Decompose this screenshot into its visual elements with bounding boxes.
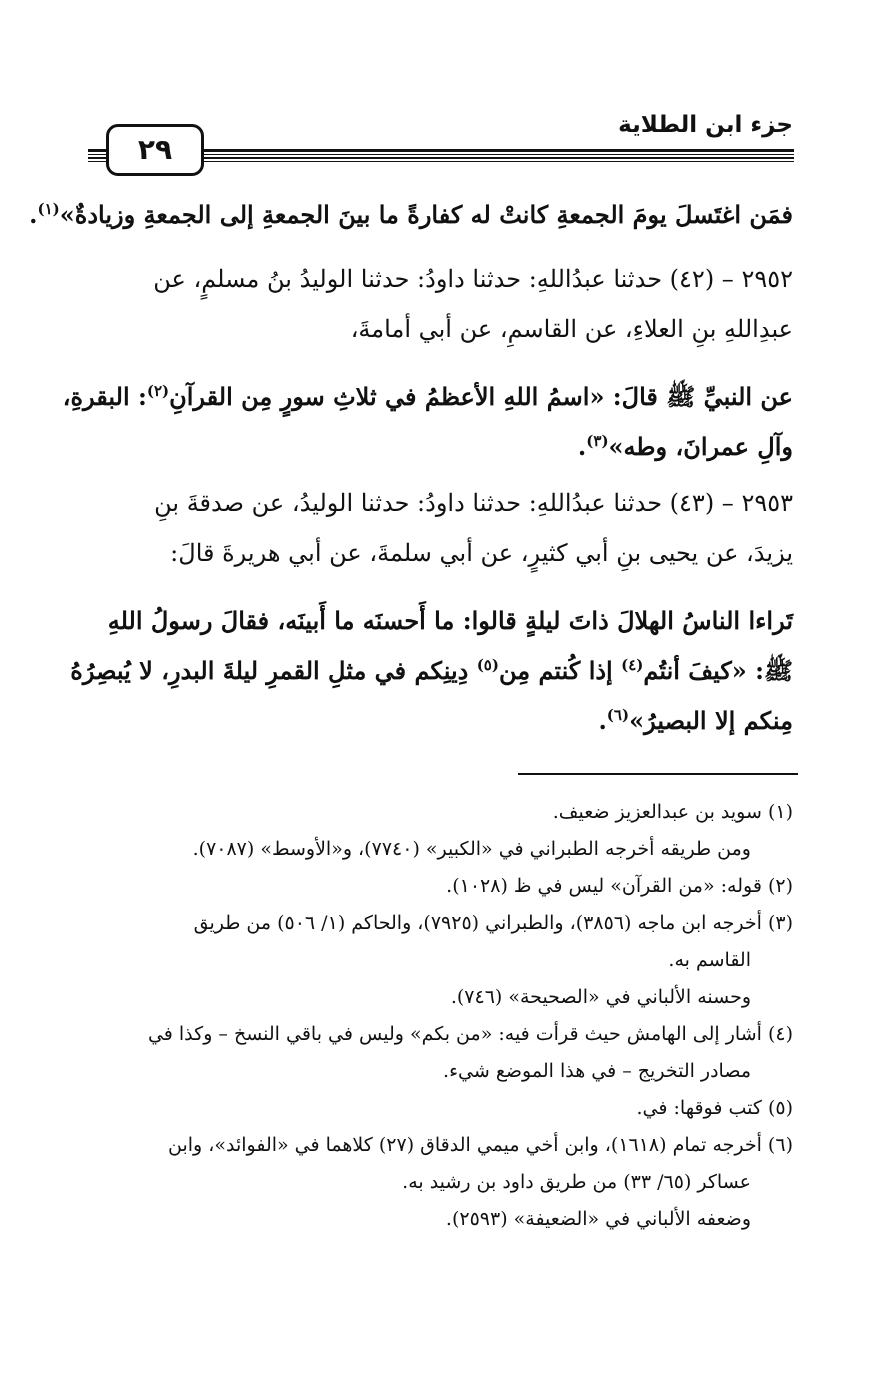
text-line: ٢٩٥٣ – (٤٣) حدثنا عبدُاللهِ: حدثنا داودُ: حدثنا الوليدُ، عن صدقةَ بنِ <box>154 489 793 517</box>
text-line: يزيدَ، عن يحيى بنِ أبي كثيرٍ، عن أبي سلمةَ، عن أبي هريرةَ قالَ: <box>170 539 793 567</box>
footnote-line: (٥) كتب فوقها: في. <box>636 1097 793 1119</box>
hadith-2952-matn <box>62 372 793 472</box>
text-line: مِنكم إلا البصيرُ»$^{(٦)}$. <box>598 706 793 735</box>
text-line: عبدِاللهِ بنِ العلاءِ، عن القاسمِ، عن أبي أمامةَ، <box>350 315 793 343</box>
text-line: عن النبيِّ ﷺ قالَ: «اسمُ اللهِ الأعظمُ في ثلاثِ سورٍ مِن القرآنِ$^{(٢)}$: البقرةِ، <box>62 382 793 411</box>
footnote-separator <box>518 773 798 775</box>
footnote-line: وحسنه الألباني في «الصحيحة» (٧٤٦). <box>450 986 751 1008</box>
footnote-line: (٦) أخرجه تمام (١٦١٨)، وابن أخي ميمي الدقاق (٢٧) كلاهما في «الفوائد»، وابن <box>167 1134 793 1156</box>
text-line: تَراءا الناسُ الهلالَ ذاتَ ليلةٍ قالوا: ما أَحسنَه ما أَبينَه، فقالَ رسولُ اللهِ <box>107 606 793 635</box>
page-number: ٢٩ <box>106 124 204 176</box>
footnote-line: عساكر (٦٥/ ٣٣) من طريق داود بن رشيد به. <box>402 1171 751 1193</box>
footnote-ref: (٢) <box>146 382 170 400</box>
text-line: وآلِ عمرانَ، وطه»$^{(٣)}$. <box>577 432 793 461</box>
footnote-line: وضعفه الألباني في «الضعيفة» (٢٥٩٣). <box>445 1208 751 1230</box>
footnote-ref: (١) <box>37 200 60 218</box>
footnotes <box>80 794 793 1238</box>
footnote-ref: (٦) <box>606 706 630 724</box>
hadith-2953-matn <box>70 596 793 746</box>
footnote-line: (٢) قوله: «من القرآن» ليس في ظ (١٠٢٨). <box>446 875 793 897</box>
footnote-ref: (٥) <box>476 656 499 674</box>
footnote-ref: (٣) <box>586 432 609 450</box>
text-line: ﷺ: «كيفَ أنتُم$^{(٤)}$ إذا كُنتم مِن$^{(٥)}$ دِينِكم في مثلِ القمرِ ليلةَ البدرِ، لا يُبصِرُهُ <box>70 656 793 685</box>
footnote-line: (١) سويد بن عبدالعزيز ضعيف. <box>552 801 793 823</box>
footnote-ref: (٤) <box>621 656 644 674</box>
text-line: ٢٩٥٢ – (٤٢) حدثنا عبدُاللهِ: حدثنا داودُ: حدثنا الوليدُ بنُ مسلمٍ، عن <box>153 265 793 293</box>
running-header-title: جزء ابن الطلاية <box>618 112 793 138</box>
footnote-line: القاسم به. <box>668 949 751 971</box>
footnote-line: (٤) أشار إلى الهامش حيث قرأت فيه: «من بكم» وليس في باقي النسخ – وكذا في <box>147 1023 793 1045</box>
footnote-line: مصادر التخريج – في هذا الموضع شيء. <box>443 1060 751 1082</box>
text-line: فمَن اغتَسلَ يومَ الجمعةِ كانتْ له كفارةً ما بينَ الجمعةِ إلى الجمعةِ وزيادةٌ»$^{(١)}$. <box>29 200 793 229</box>
hadith-text-continuation <box>29 190 793 240</box>
footnote-line: ومن طريقه أخرجه الطبراني في «الكبير» (٧٧٤٠)، و«الأوسط» (٧٠٨٧). <box>192 838 751 860</box>
hadith-2952-isnad <box>80 254 793 354</box>
footnote-line: (٣) أخرجه ابن ماجه (٣٨٥٦)، والطبراني (٧٩٢٥)، والحاكم (١/ ٥٠٦) من طريق <box>193 912 793 934</box>
hadith-2953-isnad <box>80 478 793 578</box>
